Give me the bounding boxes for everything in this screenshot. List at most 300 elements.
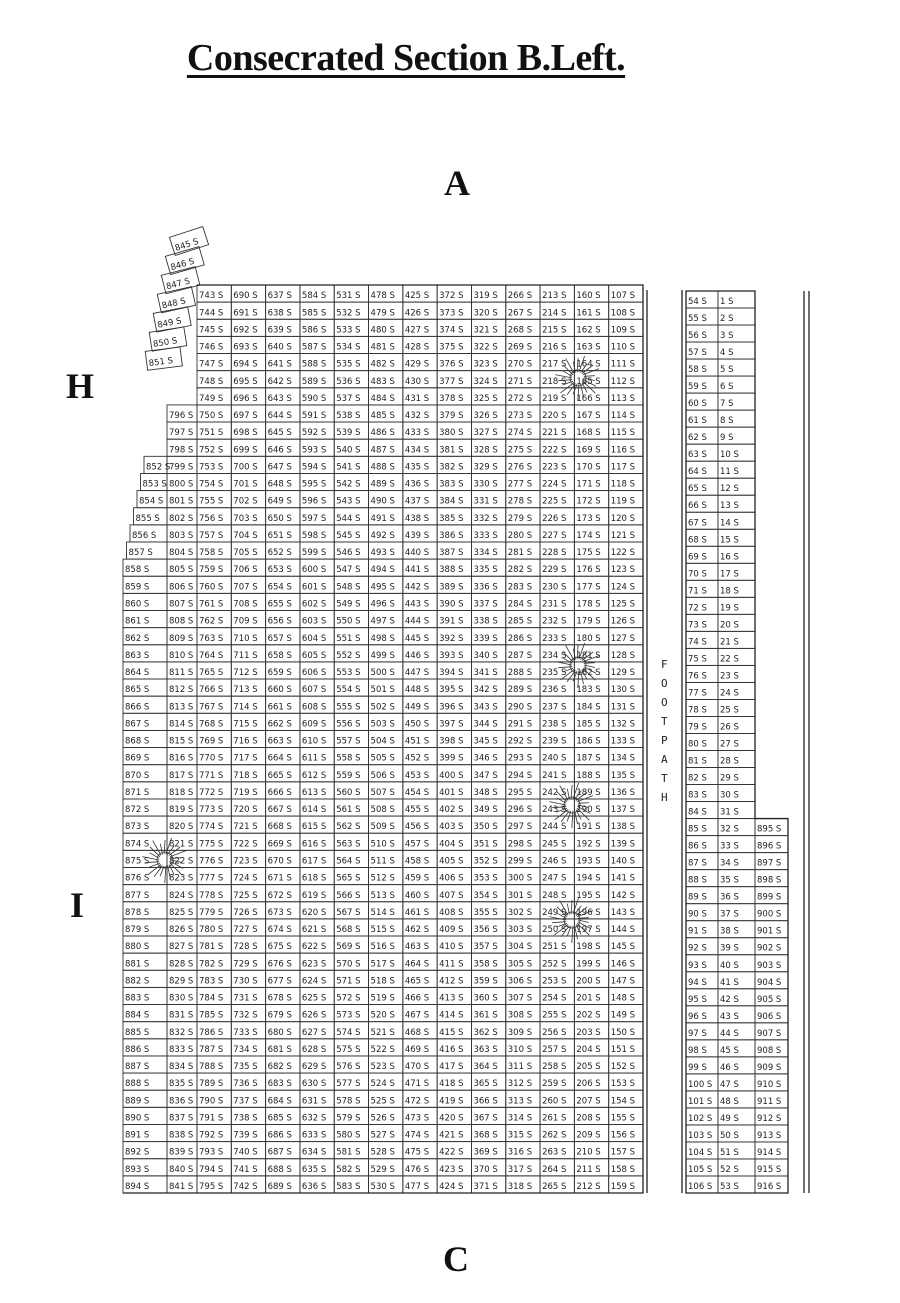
plot-number: 200 S	[576, 976, 601, 987]
plot-cell	[231, 473, 265, 490]
plot-cell	[718, 291, 755, 308]
plot-cell	[334, 628, 368, 645]
plot-number: 528 S	[370, 1147, 395, 1158]
plot-cell	[197, 542, 231, 559]
plot-cell	[266, 319, 300, 336]
plot-number: 798 S	[169, 445, 194, 456]
plot-cell	[718, 512, 755, 529]
plot-number: 811 S	[169, 668, 194, 679]
plot-number: 640 S	[267, 342, 292, 353]
plot-cell	[506, 525, 540, 542]
plot-number: 90 S	[688, 909, 707, 920]
plot-cell	[334, 970, 368, 987]
plot-number: 276 S	[507, 462, 533, 473]
plot-cell	[123, 1022, 167, 1039]
plot-number: 575 S	[336, 1044, 361, 1055]
plot-cell	[334, 354, 368, 371]
plot-number: 797 S	[169, 428, 194, 439]
plot-number: 783 S	[199, 976, 224, 987]
plot-cell	[540, 730, 574, 747]
plot-cell	[403, 765, 437, 782]
plot-number: 370 S	[473, 1164, 498, 1175]
plot-cell	[718, 393, 755, 410]
page-title: Consecrated Section B.Left.	[186, 37, 626, 79]
plot-cell	[437, 662, 471, 679]
plot-number: 822 S	[169, 856, 194, 867]
plot-number: 863 S	[125, 650, 150, 661]
plot-cell	[167, 799, 197, 816]
plot-number: 684 S	[267, 1096, 292, 1107]
plot-cell	[506, 371, 540, 388]
plot-cell	[574, 1159, 608, 1176]
plot-number: 828 S	[169, 959, 194, 970]
plot-number: 601 S	[301, 582, 327, 593]
plot-number: 792 S	[199, 1130, 224, 1141]
plot-cell	[167, 953, 197, 970]
plot-cell	[231, 1176, 265, 1193]
plot-number: 137 S	[610, 805, 636, 816]
plot-cell	[266, 611, 300, 628]
plot-cell	[437, 388, 471, 405]
plot-number: 752 S	[199, 445, 224, 456]
plot-number: 761 S	[199, 599, 224, 610]
plot-number: 58 S	[688, 365, 707, 376]
plot-number: 794 S	[199, 1164, 224, 1175]
plot-number: 717 S	[233, 753, 258, 764]
plot-cell	[686, 597, 718, 614]
plot-cell	[574, 1124, 608, 1141]
plot-number: 768 S	[199, 719, 224, 730]
plot-number: 117 S	[610, 462, 636, 473]
plot-number: 494 S	[370, 565, 395, 576]
plot-number: 488 S	[370, 462, 395, 473]
plot-cell	[369, 508, 403, 525]
plot-number: 529 S	[370, 1164, 395, 1175]
plot-cell	[369, 439, 403, 456]
plot-number: 48 S	[720, 1096, 739, 1107]
plot-cell	[718, 870, 755, 887]
footpath-letter: F	[661, 658, 668, 671]
plot-number: 314 S	[507, 1113, 533, 1124]
plot-cell	[506, 593, 540, 610]
plot-number: 220 S	[542, 411, 567, 422]
plot-number: 366 S	[473, 1096, 498, 1107]
plot-cell	[437, 696, 471, 713]
plot-cell	[437, 302, 471, 319]
plot-cell	[197, 1022, 231, 1039]
plot-number: 537 S	[336, 393, 361, 404]
plot-cell	[506, 1090, 540, 1107]
plot-number: 115 S	[610, 428, 636, 439]
plot-cell	[167, 542, 197, 559]
plot-cell	[300, 799, 334, 816]
plot-number: 358 S	[473, 959, 498, 970]
plot-number: 309 S	[507, 1027, 533, 1038]
plot-number: 909 S	[757, 1062, 782, 1073]
plot-number: 720 S	[233, 805, 258, 816]
plot-cell	[437, 319, 471, 336]
plot-number: 322 S	[473, 342, 498, 353]
plot-number: 270 S	[507, 359, 533, 370]
plot-cell	[506, 285, 540, 302]
plot-number: 516 S	[370, 942, 395, 953]
plot-number: 595 S	[301, 479, 327, 490]
plot-number: 193 S	[576, 856, 601, 867]
plot-cell	[369, 1124, 403, 1141]
plot-cell	[609, 765, 643, 782]
plot-number: 590 S	[301, 393, 327, 404]
plot-number: 277 S	[507, 479, 533, 490]
plot-number: 704 S	[233, 530, 258, 541]
plot-number: 393 S	[439, 650, 464, 661]
plot-cell	[334, 491, 368, 508]
plot-cell	[609, 593, 643, 610]
plot-cell	[506, 319, 540, 336]
plot-number: 908 S	[757, 1045, 782, 1056]
plot-cell	[369, 696, 403, 713]
plot-cell	[369, 748, 403, 765]
plot-number: 507 S	[370, 787, 395, 798]
plot-cell	[231, 1056, 265, 1073]
plot-cell	[369, 422, 403, 439]
plot-cell	[506, 1005, 540, 1022]
plot-cell	[266, 645, 300, 662]
plot-cell	[437, 473, 471, 490]
plot-number: 159 S	[610, 1182, 636, 1192]
plot-number: 676 S	[267, 959, 292, 970]
plot-number: 168 S	[576, 428, 601, 439]
plot-cell	[540, 422, 574, 439]
plot-number: 412 S	[439, 976, 464, 987]
plot-cell	[437, 919, 471, 936]
plot-cell	[506, 902, 540, 919]
plot-cell	[403, 1124, 437, 1141]
plot-cell	[686, 733, 718, 750]
plot-number: 829 S	[169, 976, 194, 987]
plot-cell	[231, 867, 265, 884]
plot-cell	[369, 302, 403, 319]
plot-number: 364 S	[473, 1062, 498, 1073]
plot-number: 153 S	[610, 1079, 636, 1090]
plot-cell	[609, 1005, 643, 1022]
plot-cell	[437, 1142, 471, 1159]
plot-cell	[231, 491, 265, 508]
plot-number: 808 S	[169, 616, 194, 627]
plot-number: 97 S	[688, 1028, 707, 1039]
plot-cell	[231, 1124, 265, 1141]
plot-cell	[506, 508, 540, 525]
plot-number: 682 S	[267, 1062, 292, 1073]
plot-cell	[437, 422, 471, 439]
plot-cell	[506, 336, 540, 353]
plot-number: 68 S	[688, 535, 707, 546]
plot-cell	[300, 970, 334, 987]
plot-number: 708 S	[233, 599, 258, 610]
plot-cell	[471, 405, 505, 422]
plot-number: 99 S	[688, 1062, 707, 1073]
plot-number: 134 S	[610, 753, 636, 764]
plot-cell	[334, 1159, 368, 1176]
plot-number: 618 S	[301, 873, 327, 884]
plot-cell	[609, 662, 643, 679]
plot-number: 480 S	[370, 325, 395, 336]
plot-number: 613 S	[301, 787, 327, 798]
plot-cell	[403, 559, 437, 576]
plot-number: 667 S	[267, 805, 292, 816]
plot-number: 281 S	[507, 548, 533, 559]
plot-number: 182 S	[576, 668, 601, 679]
plot-number: 535 S	[336, 359, 361, 370]
plot-number: 671 S	[267, 873, 292, 884]
plot-cell	[574, 987, 608, 1004]
plot-cell	[574, 508, 608, 525]
plot-cell	[506, 422, 540, 439]
plot-number: 734 S	[233, 1044, 258, 1055]
plot-cell	[266, 713, 300, 730]
plot-number: 225 S	[542, 496, 567, 507]
plot-number: 340 S	[473, 650, 498, 661]
plot-cell	[197, 730, 231, 747]
plot-number: 312 S	[507, 1079, 533, 1090]
plot-number: 566 S	[336, 890, 361, 901]
plot-number: 732 S	[233, 1010, 258, 1021]
plot-cell	[609, 302, 643, 319]
plot-cell	[266, 1039, 300, 1056]
plot-cell	[300, 1039, 334, 1056]
plot-cell	[137, 491, 167, 508]
plot-cell	[300, 1142, 334, 1159]
plot-number: 861 S	[125, 616, 150, 627]
plot-number: 553 S	[336, 668, 361, 679]
plot-cell	[403, 302, 437, 319]
plot-number: 819 S	[169, 805, 194, 816]
plot-cell	[300, 765, 334, 782]
plot-number: 288 S	[507, 668, 533, 679]
plot-cell	[231, 662, 265, 679]
plot-cell	[197, 867, 231, 884]
plot-cell	[540, 1124, 574, 1141]
plot-number: 495 S	[370, 582, 395, 593]
plot-number: 672 S	[267, 890, 292, 901]
plot-number: 656 S	[267, 616, 292, 627]
plot-cell	[574, 1073, 608, 1090]
plot-cell	[540, 1107, 574, 1124]
plot-cell	[686, 1074, 718, 1091]
plot-number: 729 S	[233, 959, 258, 970]
plot-number: 343 S	[473, 702, 498, 713]
plot-number: 223 S	[542, 462, 567, 473]
plot-cell	[686, 1142, 718, 1159]
plot-number: 838 S	[169, 1130, 194, 1141]
plot-cell	[123, 1142, 167, 1159]
plot-number: 63 S	[688, 450, 707, 461]
plot-number: 93 S	[688, 960, 707, 971]
plot-number: 760 S	[199, 582, 224, 593]
plot-number: 424 S	[439, 1182, 464, 1192]
plot-number: 525 S	[370, 1096, 395, 1107]
plot-number: 139 S	[610, 839, 636, 850]
plot-number: 112 S	[610, 376, 636, 387]
plot-cell	[231, 388, 265, 405]
plot-cell	[127, 542, 168, 559]
plot-cell	[471, 576, 505, 593]
plot-cell	[437, 867, 471, 884]
plot-cell	[403, 953, 437, 970]
plot-cell	[506, 354, 540, 371]
plot-number: 859 S	[125, 582, 150, 593]
plot-number: 703 S	[233, 513, 258, 524]
plot-number: 597 S	[301, 513, 327, 524]
plot-cell	[471, 1005, 505, 1022]
plot-cell	[300, 867, 334, 884]
plot-number: 359 S	[473, 976, 498, 987]
plot-number: 678 S	[267, 993, 292, 1004]
plot-number: 681 S	[267, 1044, 292, 1055]
plot-cell	[686, 768, 718, 785]
plot-number: 301 S	[507, 890, 533, 901]
plot-number: 569 S	[336, 942, 361, 953]
plot-number: 307 S	[507, 993, 533, 1004]
plot-number: 520 S	[370, 1010, 395, 1021]
plot-cell	[141, 473, 168, 490]
plot-number: 763 S	[199, 633, 224, 644]
plot-cell	[718, 1108, 755, 1125]
plot-cell	[231, 765, 265, 782]
plot-cell	[755, 1142, 788, 1159]
plot-number: 787 S	[199, 1044, 224, 1055]
plot-number: 906 S	[757, 1011, 782, 1022]
plot-number: 647 S	[267, 462, 292, 473]
plot-cell	[609, 816, 643, 833]
plot-cell	[755, 1091, 788, 1108]
plot-cell	[755, 904, 788, 921]
plot-cell	[609, 491, 643, 508]
plot-cell	[540, 593, 574, 610]
plot-number: 710 S	[233, 633, 258, 644]
plot-number: 21 S	[720, 637, 739, 648]
plot-number: 219 S	[542, 393, 567, 404]
plot-cell	[334, 1022, 368, 1039]
plot-number: 774 S	[199, 822, 224, 833]
plot-cell	[540, 1159, 574, 1176]
plot-cell	[506, 388, 540, 405]
plot-cell	[403, 354, 437, 371]
plot-number: 183 S	[576, 685, 601, 696]
plot-number: 823 S	[169, 873, 194, 884]
plot-number: 2 S	[720, 314, 734, 325]
plot-cell	[506, 439, 540, 456]
plot-number: 363 S	[473, 1044, 498, 1055]
plot-number: 317 S	[507, 1164, 533, 1175]
plot-number: 603 S	[301, 616, 327, 627]
plot-cell	[540, 765, 574, 782]
plot-number: 273 S	[507, 411, 533, 422]
plot-cell	[334, 833, 368, 850]
plot-cell	[686, 308, 718, 325]
plot-cell	[686, 938, 718, 955]
plot-number: 202 S	[576, 1010, 601, 1021]
direction-label-upper-left: H	[66, 366, 95, 406]
plot-number: 381 S	[439, 445, 464, 456]
plot-cell	[369, 405, 403, 422]
plot-cell	[609, 1142, 643, 1159]
plot-number: 360 S	[473, 993, 498, 1004]
plot-number: 550 S	[336, 616, 361, 627]
plot-number: 895 S	[757, 824, 782, 835]
plot-number: 77 S	[688, 688, 707, 699]
plot-number: 831 S	[169, 1010, 194, 1021]
plot-cell	[300, 662, 334, 679]
plot-number: 387 S	[439, 548, 464, 559]
plot-cell	[369, 1073, 403, 1090]
plot-cell	[167, 405, 197, 422]
plot-number: 479 S	[370, 308, 395, 319]
plot-cell	[609, 319, 643, 336]
plot-number: 169 S	[576, 445, 601, 456]
plot-cell	[167, 936, 197, 953]
plot-number: 315 S	[507, 1130, 533, 1141]
plot-cell	[609, 1073, 643, 1090]
plot-number: 552 S	[336, 650, 361, 661]
plot-cell	[123, 593, 167, 610]
plot-cell	[369, 1142, 403, 1159]
plot-cell	[266, 559, 300, 576]
plot-number: 356 S	[473, 925, 498, 936]
plot-number: 886 S	[125, 1044, 150, 1055]
plot-number: 890 S	[125, 1113, 150, 1124]
plot-cell	[574, 953, 608, 970]
plot-cell	[123, 662, 167, 679]
plot-cell	[574, 628, 608, 645]
plot-cell	[437, 542, 471, 559]
plot-number: 415 S	[439, 1027, 464, 1038]
plot-number: 821 S	[169, 839, 194, 850]
plot-number: 328 S	[473, 445, 498, 456]
plot-cell	[403, 388, 437, 405]
plot-number: 78 S	[688, 705, 707, 716]
plot-cell	[686, 751, 718, 768]
plot-number: 448 S	[404, 685, 430, 696]
plot-cell	[540, 885, 574, 902]
plot-cell	[369, 987, 403, 1004]
plot-cell	[369, 919, 403, 936]
plot-cell	[403, 1176, 437, 1193]
plot-cell	[197, 473, 231, 490]
plot-number: 211 S	[576, 1164, 601, 1175]
plot-number: 130 S	[610, 685, 636, 696]
plot-cell	[574, 730, 608, 747]
plot-cell	[231, 679, 265, 696]
plot-number: 813 S	[169, 702, 194, 713]
plot-number: 76 S	[688, 671, 707, 682]
plot-number: 230 S	[542, 582, 567, 593]
plot-cell	[540, 319, 574, 336]
plot-number: 719 S	[233, 787, 258, 798]
plot-cell	[506, 936, 540, 953]
plot-cell	[718, 359, 755, 376]
plot-number: 178 S	[576, 599, 601, 610]
plot-number: 282 S	[507, 565, 533, 576]
plot-number: 864 S	[125, 668, 150, 679]
plot-number: 27 S	[720, 739, 739, 750]
plot-cell	[334, 885, 368, 902]
plot-cell	[471, 902, 505, 919]
plot-number: 587 S	[301, 342, 327, 353]
plot-cell	[755, 1108, 788, 1125]
plot-cell	[266, 1090, 300, 1107]
plot-cell	[266, 1073, 300, 1090]
plot-number: 738 S	[233, 1113, 258, 1124]
